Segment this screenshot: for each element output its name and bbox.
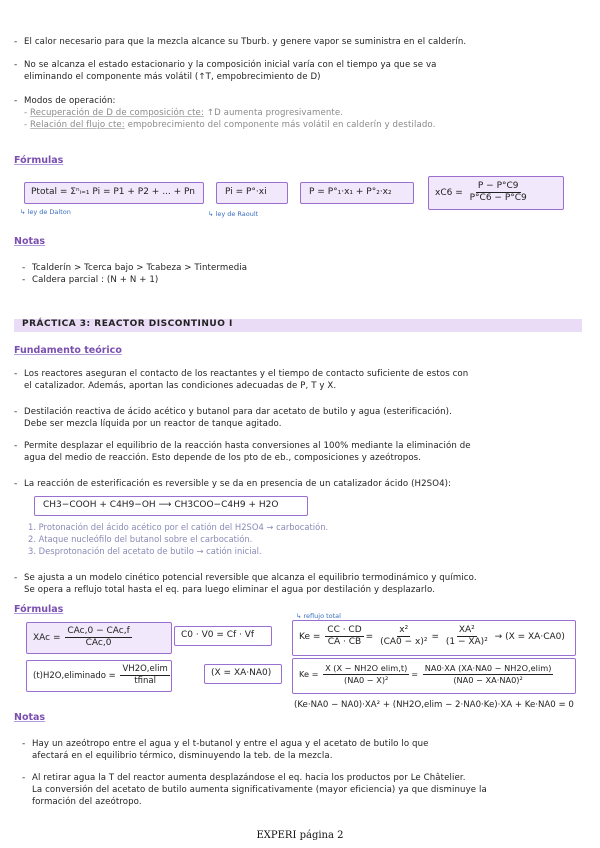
bullet-dash: - — [14, 96, 18, 106]
notes-2-bullet-2-line3: formación del azeótropo. — [32, 797, 142, 807]
theory-bullet-4: La reacción de esterificación es reversible y se da en presencia de un catalizador ácido (H2SO4): — [24, 479, 452, 489]
formula-ke-frac-3 — [444, 625, 490, 648]
formulas-header: Fórmulas — [14, 155, 64, 166]
formula-ke-frac-2 — [378, 625, 429, 648]
formula-xac-left: XAc = — [33, 633, 61, 643]
formula-xac-fraction — [65, 626, 131, 649]
formula-ke-d1: CA · CB — [327, 637, 362, 647]
formula-xc6-fraction — [468, 181, 529, 204]
formula-h2o-fraction — [120, 664, 169, 687]
bullet-dash: - — [14, 479, 18, 489]
formula-xc6-den: P°C6 − P°C9 — [469, 193, 527, 203]
reaction-box — [34, 496, 308, 516]
formula-xc6 — [435, 181, 531, 204]
mechanism-step-3: 3. Desprotonación del acetato de butilo → catión inicial. — [28, 546, 262, 556]
theory-bullet-1-line1: Los reactores aseguran el contacto de los reactantes y el tiempo de contacto suficiente de estos con — [24, 369, 469, 379]
formula-ke-n1: CC · CD — [327, 625, 362, 635]
formula-ke2-d2: (NA0 − XA·NA0)² — [453, 675, 523, 685]
formula-ke-tail: (X = XA·CA0) — [505, 632, 565, 642]
formula-xc6-left: xC6 = — [435, 188, 463, 198]
theory-bullet-3-line1: Permite desplazar el equilibrio de la reacción hasta conversiones al 100% mediante la eliminación de — [24, 441, 471, 451]
bullet-dash: - — [14, 369, 18, 379]
formulas-2-header: Fórmulas — [14, 604, 64, 615]
formula-dilution: C0 · V0 = Cf · Vf — [181, 630, 255, 640]
formula-h2o-num: VH2O,elim — [122, 664, 168, 674]
theory-bullet-2-line1: Destilación reactiva de ácido acético y butanol para dar acetato de butilo y agua (esterificación). — [24, 407, 452, 417]
formula-xac — [33, 626, 134, 649]
theory-bullet-5-line2: Se opera a reflujo total hasta el eq. para luego eliminar el agua por destilación y desplazarlo. — [24, 585, 436, 595]
mode-1-text: ↑D aumenta progresivamente. — [206, 108, 344, 118]
reaction-equation: CH3−COOH + C4H9−OH ⟶ CH3COO−C4H9 + H2O — [43, 500, 279, 510]
intro-bullet-2-line1: No se alcanza el estado estacionario y la composición inicial varía con el tiempo ya que se va — [24, 60, 437, 70]
bullet-dash: - — [14, 573, 18, 583]
formula-xa: (X = XA·NA0) — [211, 668, 272, 678]
formula-ke2-n1: X (X − NH2O elim,t) — [325, 663, 408, 673]
formula-ke-d3: (1 − XA)² — [445, 637, 488, 647]
notes-1-line2: Caldera parcial : (N + N + 1) — [32, 275, 159, 285]
formula-h2o — [33, 664, 172, 687]
formula-ke2-left: Ke = — [299, 669, 319, 679]
practice-title-band — [14, 319, 582, 332]
formula-h2o-den: tfinal — [134, 676, 156, 686]
notes-1-line1: Tcalderín > Tcerca bajo > Tcabeza > Tintermedia — [32, 263, 248, 273]
theory-bullet-1-line2: el catalizador. Además, aportan las condiciones adecuadas de P, T y X. — [24, 381, 337, 391]
formula-ke-n3: XA² — [458, 625, 475, 635]
formula-total-pressure: P = P°₁·x₁ + P°₂·x₂ — [309, 187, 392, 197]
bullet-dash: - — [22, 773, 26, 783]
mode-2-label: Relación del flujo cte: — [30, 120, 125, 130]
theory-bullet-2-line2: Debe ser mezcla líquida por un reactor de tanque agitado. — [24, 419, 282, 429]
formula-ke2-d1: (NA0 − X)² — [344, 675, 389, 685]
intro-bullet-2-line2: eliminando el componente más volátil (↑T, empobrecimiento de D) — [24, 72, 321, 82]
formula-ke2-frac-1 — [323, 663, 409, 686]
dalton-note: ↳ ley de Dalton — [20, 208, 71, 216]
formula-dalton-box — [24, 182, 204, 204]
formula-ke-left: Ke = — [299, 632, 321, 642]
formula-ke-frac-1 — [325, 625, 363, 648]
page-footer: EXPERI página 2 — [256, 830, 344, 841]
notes-2-bullet-1-line2: afectará en el equilibrio térmico, disminuyendo la teb. de la mezcla. — [32, 751, 333, 761]
bullet-dash: - — [14, 407, 18, 417]
bullet-dash: - — [14, 441, 18, 451]
formula-h2o-box — [26, 660, 172, 692]
formula-xac-num: CAc,0 − CAc,f — [67, 626, 130, 636]
formula-raoult-box — [216, 182, 288, 204]
theory-bullet-3-line2: agua del medio de reacción. Esto depende de los pto de eb., composiciones y azeótropos. — [24, 453, 422, 463]
mode-1-label: Recuperación de D de composición cte: — [30, 108, 204, 118]
notes-2-bullet-1-line1: Hay un azeótropo entre el agua y el t-butanol y entre el agua y el acetato de butilo lo que — [32, 739, 429, 749]
dalton-note-label: ley de Dalton — [27, 208, 71, 216]
intro-bullet-1: El calor necesario para que la mezcla alcance su Tburb. y genere vapor se suministra en el calderín. — [24, 37, 467, 47]
formula-raoult: Pi = P°·xi — [225, 187, 267, 197]
raoult-note: ↳ ley de Raoult — [208, 210, 259, 218]
formula-ke-n2: x² — [399, 625, 409, 635]
formula-xac-box — [26, 622, 172, 654]
notes-header: Notas — [14, 236, 46, 247]
reflux-note-label: reflujo total — [303, 612, 341, 620]
mode-2-text: empobrecimiento del componente más volátil en calderín y destilado. — [127, 120, 436, 130]
bullet-dash: - — [14, 60, 18, 70]
formula-dalton: Ptotal = Σⁿᵢ₌₁ Pi = P1 + P2 + ... + Pn — [31, 187, 196, 197]
quadratic-equation: (Ke·NA0 − NA0)·XA² + (NH2O,elim − 2·NA0·Ke)·XA + Ke·NA0 = 0 — [294, 700, 574, 710]
raoult-note-label: ley de Raoult — [215, 210, 259, 218]
formula-h2o-left: (t)H2O,eliminado = — [33, 671, 116, 681]
formula-ke2-box — [292, 658, 576, 694]
formula-ke2-frac-2 — [423, 663, 554, 686]
formula-xa-box — [204, 664, 282, 684]
notes-2-bullet-2-line1: Al retirar agua la T del reactor aumenta desplazándose el eq. hacia los productos por Le Châtelier. — [32, 773, 466, 783]
formula-ke-d2: (CA0 − x)² — [380, 637, 428, 647]
mode-1: - Recuperación de D de composición cte: ↑D aumenta progresivamente. — [24, 108, 344, 118]
intro-modes-title: Modos de operación: — [24, 96, 116, 106]
notes-2-header: Notas — [14, 712, 46, 723]
formula-total-pressure-box — [300, 182, 414, 204]
formula-dilution-box — [174, 626, 272, 646]
theory-bullet-5-line1: Se ajusta a un modelo cinético potencial reversible que alcanza el equilibrio termodinámico y químico. — [24, 573, 477, 583]
bullet-dash: - — [14, 37, 18, 47]
formula-xac-den: CAc,0 — [85, 638, 112, 648]
formula-xc6-num: P − P°C9 — [477, 181, 519, 191]
bullet-dash: - — [22, 263, 26, 273]
theory-header: Fundamento teórico — [14, 345, 122, 356]
mechanism-step-1: 1. Protonación del ácido acético por el catión del H2SO4 → carbocatión. — [28, 522, 329, 532]
bullet-dash: - — [22, 739, 26, 749]
formula-xc6-box — [428, 176, 564, 210]
mode-2: - Relación del flujo cte: empobrecimiento del componente más volátil en calderín y destilado. — [24, 120, 436, 130]
notes-2-bullet-2-line2: La conversión del acetato de butilo aumenta significativamente (mayor eficiencia) ya que disminuye la — [32, 785, 487, 795]
reflux-note: ↳ reflujo total — [296, 612, 341, 620]
formula-ke-box — [292, 620, 576, 656]
bullet-dash: - — [22, 275, 26, 285]
formula-ke: Ke = $\frac{CC \cdot CD}{CA \cdot CB}$ = $\frac{\text{x²}}{\text{(CA0 − x)²}}$ = $\frac{\text{XA²}}{\text{(1 − XA)²}}$ → (X = XA·CA0) — [299, 625, 565, 647]
practice-title: PRÁCTICA 3: REACTOR DISCONTINUO I — [22, 319, 233, 329]
formula-ke2: Ke = $\frac{\text{X (X − NH2O elim,t)}}{\text{(NA0 − X)²}}$ = $\frac{NA0\cdot XA (XA\cdot NA0 - NH2O,elim)}{\text{(NA0 − XA·NA0)²}}$ — [299, 663, 552, 685]
formula-ke2-n2: NA0·XA (XA·NA0 − NH2O,elim) — [424, 663, 552, 673]
mechanism-step-2: 2. Ataque nucleófilo del butanol sobre el carbocatión. — [28, 534, 253, 544]
